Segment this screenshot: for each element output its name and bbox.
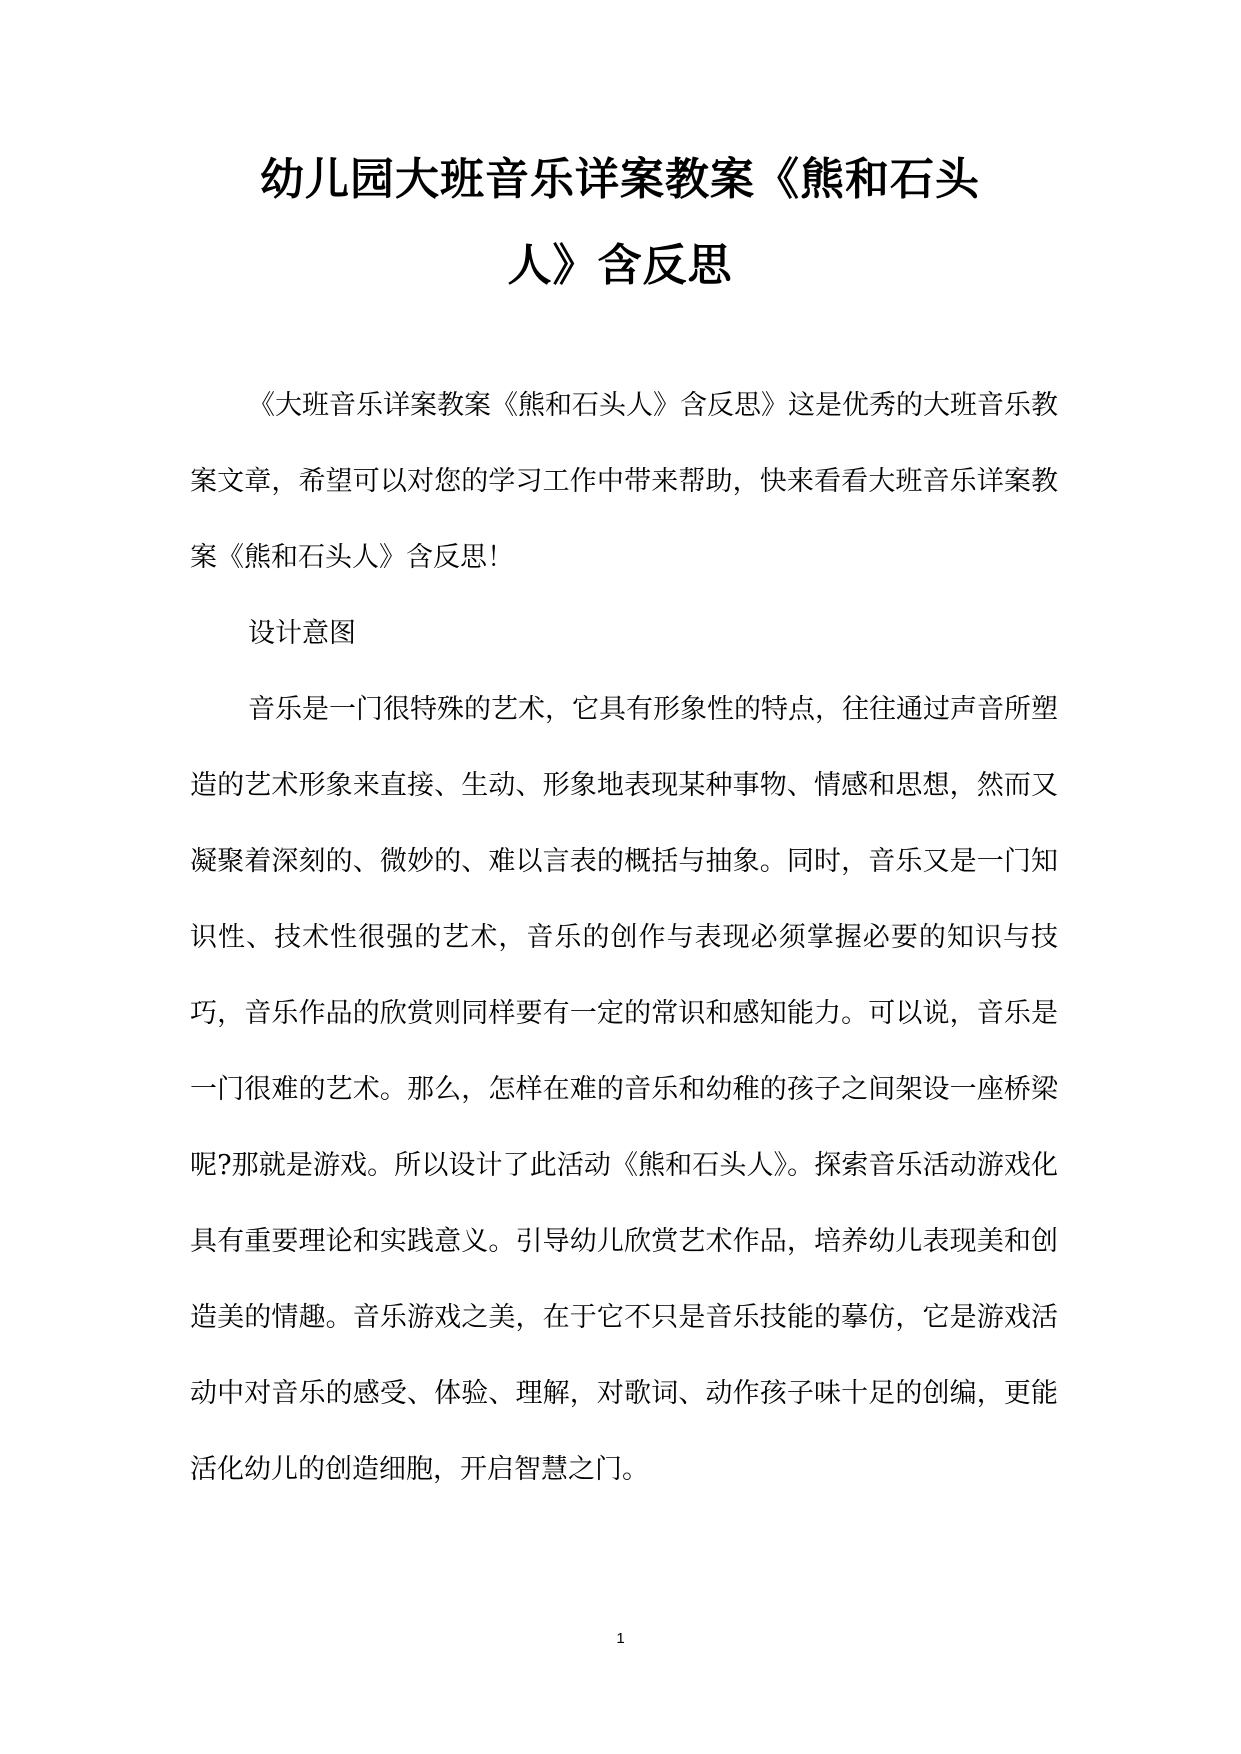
- design-intent-paragraph: 音乐是一门很特殊的艺术，它具有形象性的特点，往往通过声音所塑造的艺术形象来直接、生动、形象地表现某种事物、情感和思想，然而又凝聚着深刻的、微妙的、难以言表的概括与抽象。同时，音乐又是一门知识性、技术性很强的艺术，音乐的创作与表现必须掌握必要的知识与技巧，音乐作品的欣赏则同样要有一定的常识和感知能力。可以说，音乐是一门很难的艺术。那么，怎样在难的音乐和幼稚的孩子之间架设一座桥梁呢?那就是游戏。所以设计了此活动《熊和石头人》。探索音乐活动游戏化具有重要理论和实践意义。引导幼儿欣赏艺术作品，培养幼儿表现美和创造美的情趣。音乐游戏之美，在于它不只是音乐技能的摹仿，它是游戏活动中对音乐的感受、体验、理解，对歌词、动作孩子味十足的创编，更能活化幼儿的创造细胞，开启智慧之门。: [190, 694, 1058, 1485]
- intro-paragraph: 《大班音乐详案教案《熊和石头人》含反思》这是优秀的大班音乐教案文章，希望可以对您的学习工作中带来帮助，快来看看大班音乐详案教案《熊和石头人》含反思！: [190, 390, 1058, 573]
- document-title-line-1: 幼儿园大班音乐详案教案《熊和石头: [260, 154, 980, 205]
- document-body: [190, 368, 1058, 1508]
- section-heading-design-intent: 设计意图: [248, 618, 356, 649]
- page-number: 1: [616, 1630, 625, 1647]
- document-title-line-2: 人》含反思: [507, 240, 733, 291]
